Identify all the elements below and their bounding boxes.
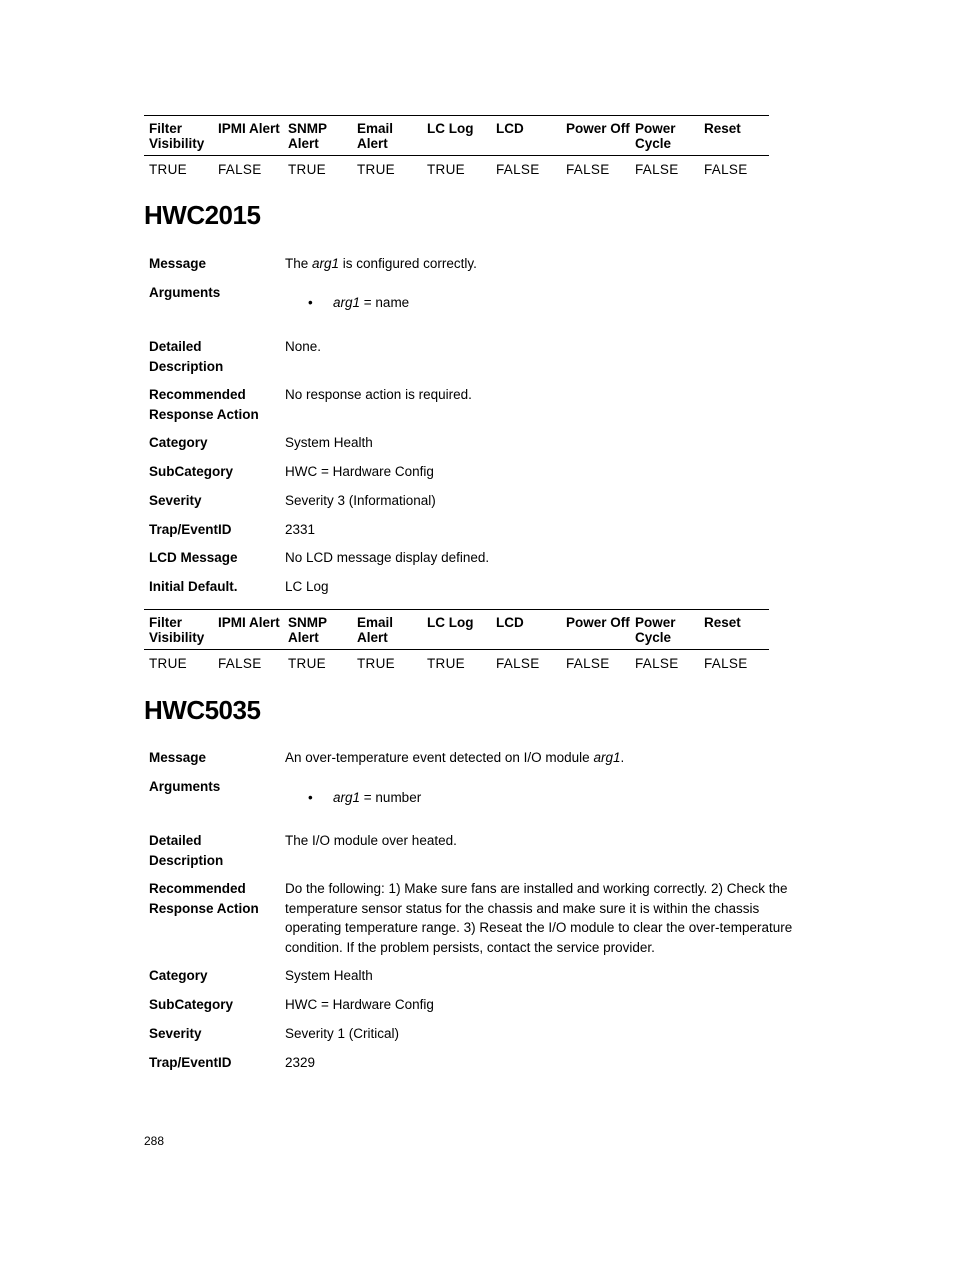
- label-category: Category: [149, 435, 208, 450]
- header-reset: Reset: [704, 615, 741, 630]
- header-power-off: Power Off: [566, 121, 630, 136]
- label-recommended-action: Recommended Response Action: [149, 881, 259, 916]
- label-trap-eventid: Trap/EventID: [149, 1055, 232, 1070]
- filter-table-header: [144, 609, 769, 650]
- header-lcd: LCD: [496, 121, 524, 136]
- header-email-alert: Email Alert: [357, 615, 394, 645]
- arg-value: name: [375, 295, 410, 310]
- value-recommended-action: Do the following: 1) Make sure fans are installed and working correctly. 2) Check the temperature sensor status for the chassis and make sure it is within the chassis operating temperature range. 3) Reseat the I/O module to clear the over-temperature condition. If the problem persists, contact the service provider.: [285, 881, 793, 955]
- table-cell: FALSE: [704, 162, 748, 177]
- bullet-icon: •: [308, 295, 313, 310]
- header-power-cycle: Power Cycle: [635, 615, 676, 645]
- table-cell: FALSE: [704, 656, 748, 671]
- table-cell: FALSE: [566, 162, 610, 177]
- table-cell: TRUE: [427, 656, 465, 671]
- header-ipmi-alert: IPMI Alert: [218, 615, 280, 630]
- label-recommended-action: Recommended Response Action: [149, 387, 259, 422]
- label-initial-default: Initial Default.: [149, 579, 238, 594]
- value-initial-default: LC Log: [285, 579, 329, 594]
- label-message: Message: [149, 750, 207, 765]
- value-subcategory: HWC = Hardware Config: [285, 464, 434, 479]
- label-category: Category: [149, 968, 208, 983]
- value-trap-eventid: 2329: [285, 1055, 316, 1070]
- value-message: [285, 254, 815, 274]
- filter-table-header: [144, 115, 769, 156]
- header-lc-log: LC Log: [427, 121, 474, 136]
- table-cell: TRUE: [149, 162, 187, 177]
- message-text: An over-temperature event detected on I/O module: [285, 750, 594, 765]
- label-subcategory: SubCategory: [149, 464, 234, 479]
- table-cell: FALSE: [218, 656, 262, 671]
- filter-table-top: [144, 115, 769, 184]
- value-detailed-description: None.: [285, 339, 322, 354]
- label-severity: Severity: [149, 1026, 202, 1041]
- label-detailed-description: Detailed Description: [149, 833, 224, 868]
- header-lcd: LCD: [496, 615, 524, 630]
- label-severity: Severity: [149, 493, 202, 508]
- table-cell: TRUE: [288, 162, 326, 177]
- header-snmp-alert: SNMP Alert: [288, 615, 328, 645]
- label-arguments: Arguments: [149, 285, 221, 300]
- table-cell: TRUE: [357, 656, 395, 671]
- header-power-cycle: Power Cycle: [635, 121, 676, 151]
- arg-name: arg1: [333, 295, 361, 310]
- section-heading-hwc5035: HWC5035: [144, 695, 261, 725]
- table-cell: TRUE: [149, 656, 187, 671]
- header-reset: Reset: [704, 121, 741, 136]
- header-email-alert: Email Alert: [357, 121, 394, 151]
- table-cell: FALSE: [496, 162, 540, 177]
- arg-equals: =: [360, 295, 376, 310]
- value-detailed-description: The I/O module over heated.: [285, 833, 457, 848]
- argument-item: [333, 295, 409, 310]
- filter-table-row: [144, 650, 769, 678]
- label-detailed-description: Detailed Description: [149, 339, 224, 374]
- header-filter-visibility: Filter Visibility: [149, 121, 205, 151]
- label-trap-eventid: Trap/EventID: [149, 522, 232, 537]
- message-arg: arg1: [593, 750, 621, 765]
- value-recommended-action: No response action is required.: [285, 387, 472, 402]
- label-arguments: Arguments: [149, 779, 221, 794]
- label-subcategory: SubCategory: [149, 997, 234, 1012]
- table-cell: TRUE: [357, 162, 395, 177]
- header-snmp-alert: SNMP Alert: [288, 121, 328, 151]
- arg-value: number: [375, 790, 422, 805]
- label-message: Message: [149, 256, 207, 271]
- value-category: System Health: [285, 435, 373, 450]
- table-cell: FALSE: [635, 162, 679, 177]
- arg-equals: =: [360, 790, 376, 805]
- message-text: The: [285, 256, 313, 271]
- section-heading-hwc2015: HWC2015: [144, 200, 261, 230]
- value-trap-eventid: 2331: [285, 522, 316, 537]
- table-cell: FALSE: [566, 656, 610, 671]
- value-severity: Severity 1 (Critical): [285, 1026, 400, 1041]
- value-severity: Severity 3 (Informational): [285, 493, 436, 508]
- label-lcd-message: LCD Message: [149, 550, 238, 565]
- table-cell: FALSE: [635, 656, 679, 671]
- message-arg: arg1: [312, 256, 340, 271]
- argument-item: [333, 790, 421, 805]
- filter-table-hwc2015: [144, 609, 769, 678]
- table-cell: TRUE: [288, 656, 326, 671]
- header-power-off: Power Off: [566, 615, 630, 630]
- header-lc-log: LC Log: [427, 615, 474, 630]
- value-subcategory: HWC = Hardware Config: [285, 997, 434, 1012]
- table-cell: TRUE: [427, 162, 465, 177]
- message-text-end: is configured correctly.: [339, 256, 477, 271]
- header-ipmi-alert: IPMI Alert: [218, 121, 280, 136]
- page-number: 288: [144, 1134, 165, 1148]
- table-cell: FALSE: [496, 656, 540, 671]
- value-message: [285, 748, 815, 768]
- bullet-icon: •: [308, 790, 313, 805]
- header-filter-visibility: Filter Visibility: [149, 615, 205, 645]
- filter-table-row: [144, 156, 769, 184]
- value-category: System Health: [285, 968, 373, 983]
- message-text-end: .: [620, 750, 625, 765]
- value-lcd-message: No LCD message display defined.: [285, 550, 490, 565]
- arg-name: arg1: [333, 790, 361, 805]
- table-cell: FALSE: [218, 162, 262, 177]
